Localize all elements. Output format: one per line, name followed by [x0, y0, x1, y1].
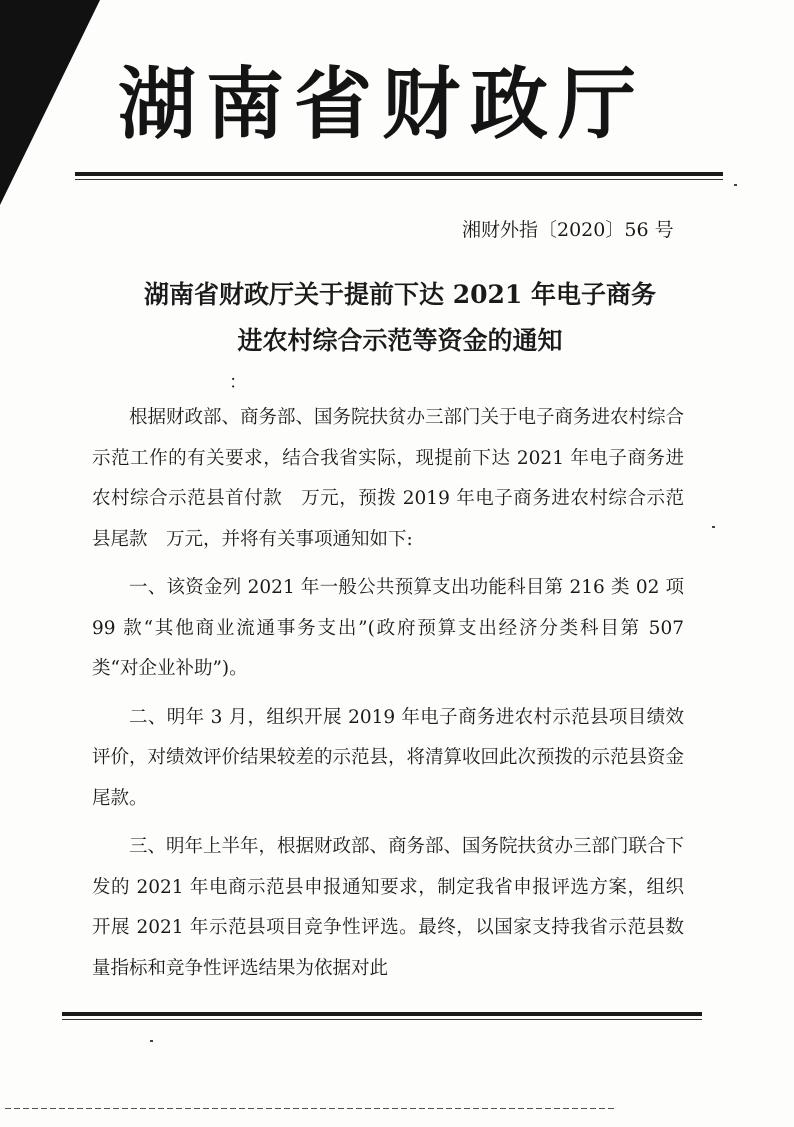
- paragraph-item-1: 一、该资金列 2021 年一般公共预算支出功能科目第 216 类 02 项 99 款“其他商业流通事务支出”(政府预算支出经济分类科目第 507 类“对企业补助”)。: [92, 577, 684, 679]
- paragraph-item-3: 三、明年上半年，根据财政部、商务部、国务院扶贫办三部门联合下发的 2021 年电商示范县申报通知要求，制定我省申报评选方案，组织开展 2021 年示范县项目竞争性评选。最终，以国家支持我省示范县数量指标和竞争性评选结果为依据对此: [92, 836, 685, 979]
- document-title: [80, 272, 720, 364]
- scan-speck: [150, 1040, 153, 1042]
- recipient-colon: ：: [229, 372, 247, 393]
- document-number: 湘财外指〔2020〕56 号: [462, 219, 674, 241]
- letterhead-rule-thin: [75, 179, 723, 180]
- letterhead-rule: [75, 172, 723, 176]
- paragraph-item-2: 二、明年 3 月，组织开展 2019 年电子商务进农村示范县项目绩效评价，对绩效评价结果较差的示范县，将清算收回此次预拨的示范县资金尾款。: [92, 706, 685, 809]
- title-line-2: 进农村综合示范等资金的通知: [237, 326, 563, 355]
- scan-artifact-line: [5, 1108, 615, 1109]
- letterhead-org-name: 湖南省财政厅: [118, 59, 647, 150]
- document-body: [92, 398, 684, 997]
- scan-speck: [712, 526, 715, 528]
- title-line-1: 湖南省财政厅关于提前下达 2021 年电子商务: [144, 280, 656, 309]
- scan-speck: [734, 184, 737, 186]
- paragraph-intro: 根据财政部、商务部、国务院扶贫办三部门关于电子商务进农村综合示范工作的有关要求，结合我省实际，现提前下达 2021 年电子商务进农村综合示范县首付款 万元，预拨 2019 年电子商务进农村综合示范县尾款 万元，并将有关事项通知如下:: [92, 407, 685, 550]
- page-bottom-rule: [62, 1012, 702, 1016]
- page-bottom-rule-thin: [62, 1019, 702, 1020]
